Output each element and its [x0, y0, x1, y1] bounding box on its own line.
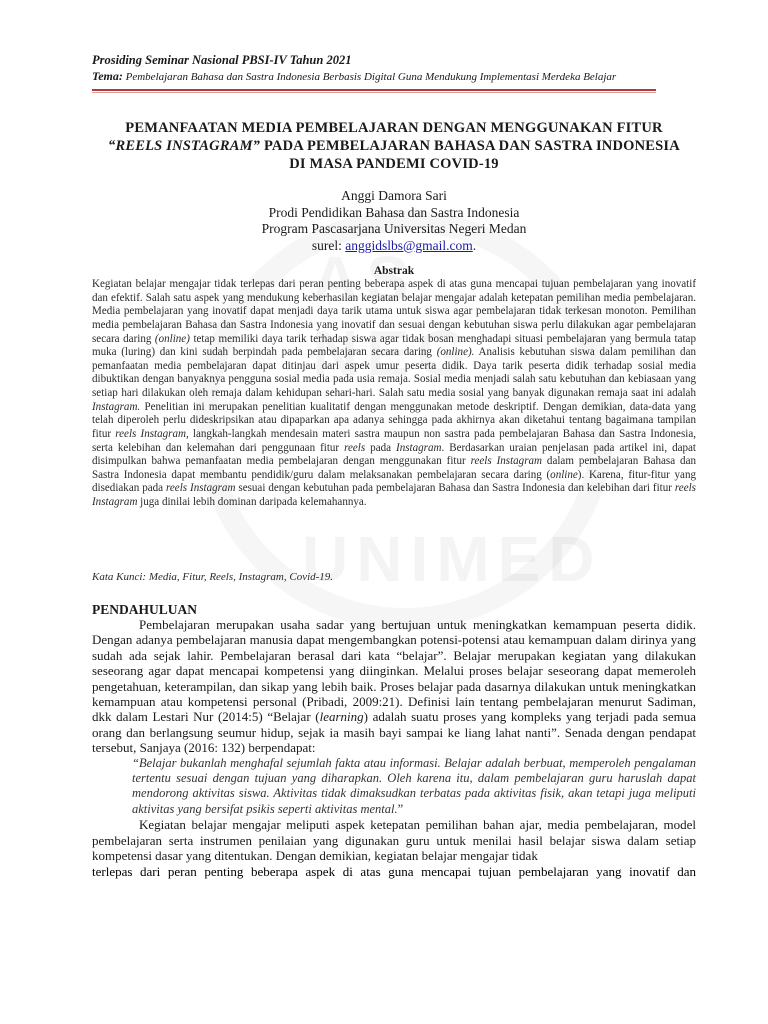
abstract-italic: reels Instagram, — [115, 427, 189, 440]
body-paragraph-1 — [92, 617, 696, 756]
author-email-line — [92, 238, 696, 255]
header-rule — [92, 89, 656, 91]
abstract-italic: Instagram. — [92, 400, 141, 413]
author-name: Anggi Damora Sari — [341, 188, 447, 203]
abstract-italic: (online). — [436, 346, 475, 359]
theme-line — [92, 69, 692, 85]
abstract-text: langkah-langkah mendesain materi sastra maupun non sastra pada pembelajaran Bahasa dan Sastra Indonesia, serta kelebihan dan kelemahan dari penggunaan fitur — [92, 427, 696, 454]
abstract-italic: (online) — [154, 332, 190, 345]
abstract-text: . Berdasarkan uraian penjelasan pada artikel ini, dapat disimpulkan bahwa pemanfaatan media pembelajaran dengan menggunakan fitur — [92, 441, 696, 468]
abstract-italic: online — [550, 468, 578, 481]
abstract-italic: reels Instagram — [92, 482, 696, 508]
author-block — [92, 188, 696, 254]
abstract-italic: reels Instagram — [166, 482, 236, 495]
block-quote — [92, 756, 696, 818]
author-affiliation-2: Program Pascasarjana Universitas Negeri Medan — [261, 221, 527, 236]
abstract-text: Kegiatan belajar mengajar tidak terlepas dari peran penting beberapa aspek di atas guna mencapai tujuan pembelajaran yang inovatif dan efektif. Salah satu aspek yang mendukung keberhasilan kegiatan belajar mengajar adalah ketepatan pemilihan media pembelajaran. Media pembelajaran yang inovatif dapat menjadi daya tarik utama untuk siswa agar pembelajaran tidak terkesan monoton. Pemilihan media pembelajaran Bahasa dan Sastra Indonesia yang inovatif dan sesuai dengan kebutuhan siswa perlu dilakukan agar pembelajaran secara daring — [92, 278, 696, 345]
email-suffix: . — [472, 237, 477, 253]
theme-label: Tema: — [92, 69, 123, 83]
section-heading-pendahuluan: PENDAHULUAN — [92, 602, 198, 617]
running-header — [92, 52, 692, 85]
abstract-heading: Abstrak — [373, 265, 415, 277]
title-line-1: PEMANFAATAN MEDIA PEMBELAJARAN DENGAN MENGGUNAKAN FITUR — [125, 120, 663, 136]
body-paragraph-3: terlepas dari peran penting beberapa aspek di atas guna mencapai tujuan pembelajaran yang inovatif dan — [92, 863, 696, 879]
quote-end-mark: ” — [397, 801, 404, 816]
body-text: ) adalah suatu proses yang kompleks yang terjadi pada semua orang dan berlangsung seumur hidup, sejak ia masih bayi sampai ke liang lahat nanti”. Senada dengan pendapat tersebut, Sanjaya (2016: 132) berpendapat: — [92, 709, 696, 756]
abstract-body — [92, 278, 696, 510]
author-affiliation-1: Prodi Pendidikan Bahasa dan Sastra Indonesia — [268, 204, 520, 220]
section-body — [92, 617, 696, 879]
paper-title — [92, 119, 696, 173]
abstract-text: Analisis kebutuhan siswa dalam pemilihan dan pemanfaatan media pembelajaran dapat ditinjau dari aspek umur peserta didik. Daya tarik peserta didik terhadap sosial media dibuktikan dengan banyaknya pengguna sosial media pada usia remaja. Sosial media menjadi salah satu kebutuhan dan kebiasaan yang setiap hari dilakukan oleh remaja dalam kehidupan sehari-hari. Salah satu media sosial yang banyak digunakan remaja saat ini adalah — [92, 346, 696, 399]
abstract-text: tetap memiliki daya tarik terhadap siswa agar tidak bosan menghadapi situasi pembelajaran yang bermula tatap muka (luring) dan kini sudah berpindah pada pembelajaran secara daring — [92, 332, 696, 359]
abstract-text: pada — [365, 441, 397, 454]
title-line-2-rest: PADA PEMBELAJARAN BAHASA DAN SASTRA INDONESIA — [260, 138, 680, 154]
abstract-text: dalam pembelajaran Bahasa dan Sastra Indonesia dapat membantu pendidik/guru dalam melaksanakan pembelajaran secara daring ( — [92, 455, 697, 481]
abstract-italic: reels Instagram — [470, 455, 542, 468]
abstract-text: juga dinilai lebih dominan daripada kelemahannya. — [137, 496, 367, 508]
title-line-3: DI MASA PANDEMI COVID-19 — [289, 156, 499, 172]
theme-text: Pembelajaran Bahasa dan Sastra Indonesia Berbasis Digital Guna Mendukung Implementasi Merdeka Belajar — [125, 71, 617, 83]
abstract-paragraph — [92, 278, 696, 510]
keywords: Kata Kunci: Media, Fitur, Reels, Instagram, Covid-19. — [92, 571, 334, 583]
body-italic: learning — [319, 709, 364, 725]
title-reels-instagram: “REELS INSTAGRAM” — [108, 138, 261, 154]
body-text: Pembelajaran merupakan usaha sadar yang bertujuan untuk meningkatkan kemampuan peserta didik. Dengan adanya pembelajaran manusia dapat mengembangkan potensi-potensi atau kemampuan dalam dirinya yang sudah ada sejak lahir. Pembelajaran berasal dari kata “belajar”. Belajar merupakan kegiatan yang dilakukan seseorang agar dapat mencapai kompetensi yang diinginkan. Melalui proses belajar seseorang dapat memeroleh pengetahuan, keterampilan, dan sikap yang lebih baik. Proses belajar pada dasarnya dilakukan untuk meningkatkan kemampuan atau kompetensi personal (Pribadi, 2009:21). Definisi lain tentang pembelajaran menurut Sadiman, dkk dalam Lestari Nur (2014:5) “Belajar ( — [92, 617, 696, 725]
abstract-text: Penelitian ini merupakan penelitian kualitatif dengan menggunakan metode deskriptif. Dengan demikian, data-data yang telah diperoleh perlu dideskripsikan atau dipaparkan apa adanya sehingga pada akhirnya akan diketahui tentang bagaimana tampilan fitur — [92, 400, 696, 440]
abstract-italic: Instagram — [396, 441, 442, 454]
quote-text: “Belajar bukanlah menghafal sejumlah fakta atau informasi. Belajar adalah berbuat, memperoleh pengalaman tertentu sesuai dengan tujuan yang diharapkan. Oleh karena itu, dalam pembelajaran guru haruslah dapat mendorong aktivitas siswa. Aktivitas tidak dimaksudkan terbatas pada aktivitas fisik, akan tetapi juga meliputi aktivitas yang bersifat psikis seperti aktivitas mental. — [132, 755, 696, 816]
header-rule-thin — [92, 92, 656, 93]
abstract-text: sesuai dengan kebutuhan pada pembelajaran Bahasa dan Sastra Indonesia dan kelebihan dari fitur — [235, 482, 675, 495]
email-label: surel: — [311, 237, 346, 253]
email-link[interactable]: anggidslbs@gmail.com — [345, 237, 473, 253]
title-line-2 — [92, 137, 696, 155]
abstract-italic: reels — [344, 441, 366, 454]
proceedings-title: Prosiding Seminar Nasional PBSI-IV Tahun 2021 — [92, 53, 352, 67]
body-paragraph-2: Kegiatan belajar mengajar meliputi aspek ketepatan pemilihan bahan ajar, media pembelajaran, model pembelajaran serta instrumen penilaian yang digunakan guru untuk menilai hasil belajar siswa dalam setiap kompetensi dasar yang ditentukan. Dengan demikian, kegiatan belajar mengajar tidak — [92, 817, 696, 864]
abstract-text: ). Karena, fitur-fitur yang disediakan pada — [92, 468, 696, 495]
watermark-text-bottom — [302, 522, 602, 596]
